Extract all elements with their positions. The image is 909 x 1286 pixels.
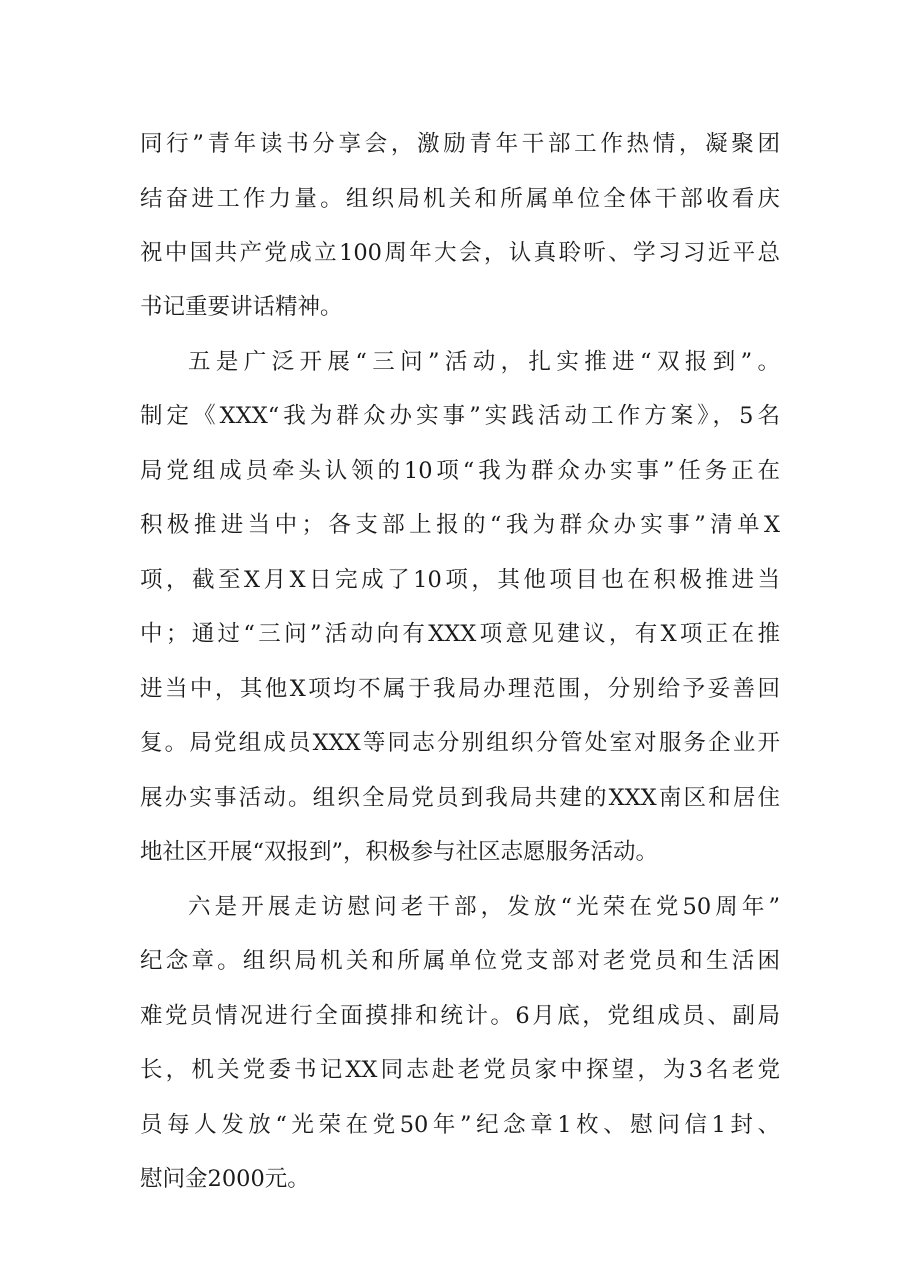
paragraph-1-line-2: 结奋进工作力量。组织局机关和所属单位全体干部收看庆	[140, 186, 780, 212]
paragraph-3-line-5: 员每人发放“光荣在党50年”纪念章1枚、慰问信1封、	[140, 1112, 780, 1138]
paragraph-2-line-3: 局党组成员牵头认领的10项“我为群众办实事”任务正在	[140, 458, 780, 484]
paragraph-3-line-1: 六是开展走访慰问老干部，发放“光荣在党50周年”	[188, 894, 780, 920]
paragraph-2-line-5: 项，截至X月X日完成了10项，其他项目也在积极推进当	[140, 567, 780, 593]
paragraph-2-line-4: 积极推进当中；各支部上报的“我为群众办实事”清单X	[140, 512, 780, 538]
paragraph-2-line-10: 地社区开展“双报到”，积极参与社区志愿服务活动。	[140, 839, 659, 865]
paragraph-2-line-6: 中；通过“三问”活动向有XXX项意见建议，有X项正在推	[140, 621, 780, 647]
paragraph-1-line-1: 同行”青年读书分享会，激励青年干部工作热情，凝聚团	[140, 131, 780, 157]
paragraph-3-line-4: 长，机关党委书记XX同志赴老党员家中探望，为3名老党	[140, 1057, 780, 1083]
paragraph-3-line-3: 难党员情况进行全面摸排和统计。6月底，党组成员、副局	[140, 1003, 780, 1029]
paragraph-2-line-1: 五是广泛开展“三问”活动，扎实推进“双报到”。	[188, 349, 780, 375]
paragraph-2-line-7: 进当中，其他X项均不属于我局办理范围，分别给予妥善回	[140, 676, 780, 702]
paragraph-3-line-2: 纪念章。组织局机关和所属单位党支部对老党员和生活困	[140, 948, 780, 974]
paragraph-1-line-3: 祝中国共产党成立100周年大会，认真聆听、学习习近平总	[140, 240, 780, 266]
paragraph-2-line-8: 复。局党组成员XXX等同志分别组织分管处室对服务企业开	[140, 730, 780, 756]
paragraph-3-line-6: 慰问金2000元。	[140, 1166, 310, 1192]
paragraph-2-line-2: 制定《XXX“我为群众办实事”实践活动工作方案》，5名	[140, 403, 780, 429]
paragraph-1-line-4: 书记重要讲话精神。	[140, 294, 343, 320]
paragraph-2-line-9: 展办实事活动。组织全局党员到我局共建的XXX南区和居住	[140, 785, 780, 811]
